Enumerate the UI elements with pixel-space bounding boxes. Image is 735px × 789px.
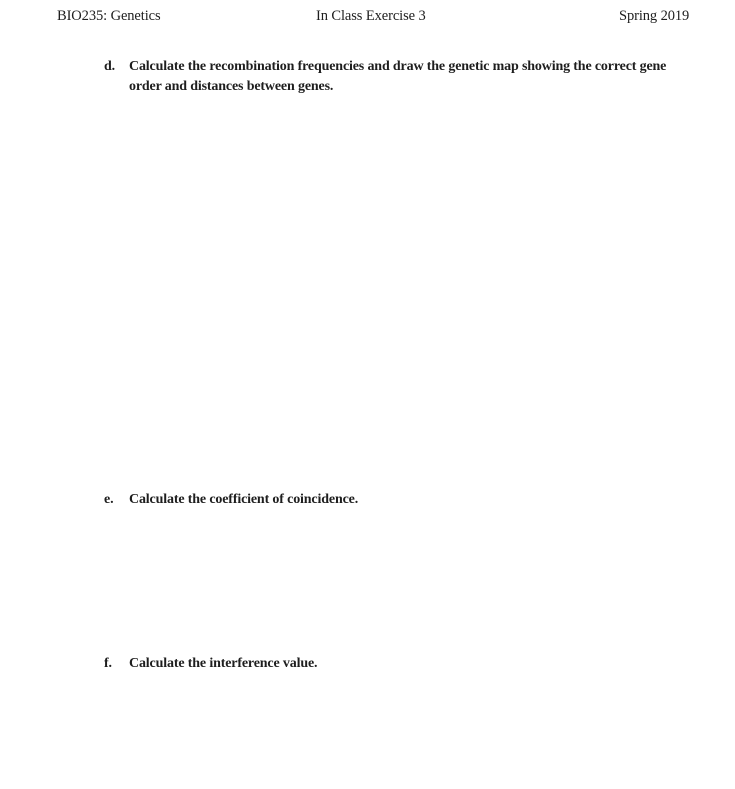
question-e bbox=[104, 490, 704, 510]
header-term: Spring 2019 bbox=[619, 8, 690, 24]
header-course: BIO235: Genetics bbox=[57, 8, 161, 24]
header-title: In Class Exercise 3 bbox=[316, 8, 426, 24]
question-e-letter: e. bbox=[104, 492, 114, 507]
question-d bbox=[104, 57, 704, 97]
question-e-text: Calculate the coefficient of coincidence. bbox=[129, 492, 359, 507]
question-d-letter: d. bbox=[104, 59, 115, 74]
question-f-text: Calculate the interference value. bbox=[129, 656, 318, 671]
question-f bbox=[104, 654, 704, 674]
question-f-letter: f. bbox=[104, 656, 112, 671]
question-d-text: Calculate the recombination frequencies and draw the genetic map showing the correct gene order and distances between genes. bbox=[129, 59, 667, 94]
